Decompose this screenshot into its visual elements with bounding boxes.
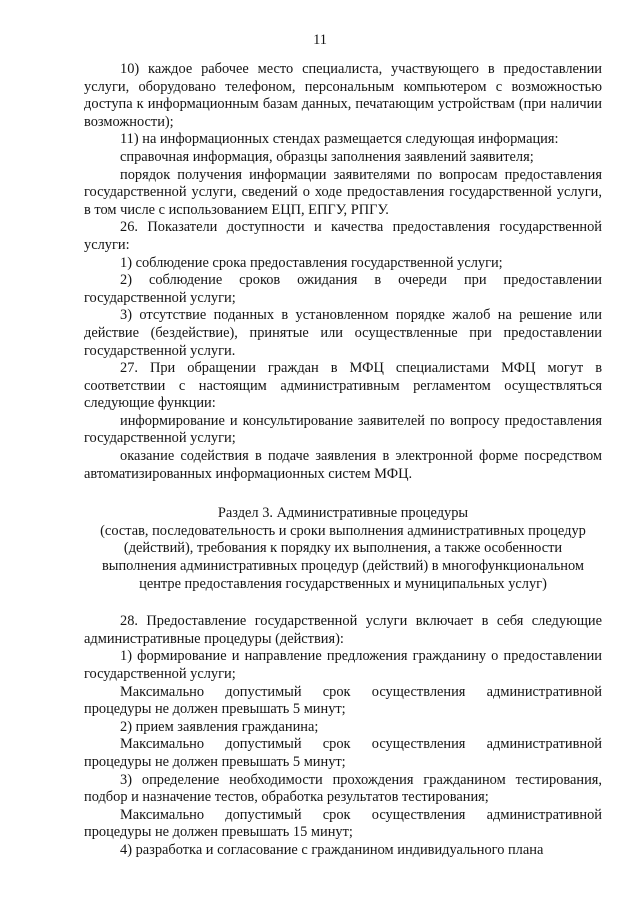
- paragraph: информирование и консультирование заявителей по вопросу предоставления государственной услуги;: [84, 412, 602, 447]
- section-subtitle-line: центре предоставления государственных и муниципальных услуг): [139, 575, 547, 592]
- section-subtitle-line: выполнения административных процедур (действий) в многофункциональном: [101, 558, 585, 575]
- paragraph: справочная информация, образцы заполнения заявлений заявителя;: [120, 148, 534, 165]
- paragraph: Максимально допустимый срок осуществления административной процедуры не должен превышать 5 минут;: [84, 736, 602, 770]
- section-heading: [84, 505, 602, 593]
- paragraph: 2) соблюдение сроков ожидания в очереди при предоставлении государственной услуги;: [84, 272, 602, 306]
- paragraph: 3) определение необходимости прохождения гражданином тестирования, подбор и назначение тестов, обработка результатов тестирования;: [84, 771, 602, 806]
- paragraph: Максимально допустимый срок осуществления административной процедуры не должен превышать 15 минут;: [84, 806, 602, 841]
- paragraph: 11) на информационных стендах размещается следующая информация:: [120, 131, 559, 148]
- paragraph: оказание содействия в подаче заявления в электронной форме посредством автоматизированных информационных систем МФЦ.: [84, 448, 602, 482]
- paragraph: 10) каждое рабочее место специалиста, участвующего в предоставлении услуги, оборудовано телефоном, персональным компьютером с возможностью доступа к информационным базам данных, печатающим устройствам (при наличии возможности);: [84, 61, 602, 130]
- paragraph: 3) отсутствие поданных в установленном порядке жалоб на решение или действие (бездействие), принятые или осуществленные при предоставлении государственной услуги.: [84, 307, 602, 359]
- paragraph: Максимально допустимый срок осуществления административной процедуры не должен превышать 5 минут;: [84, 683, 602, 718]
- section-title: Раздел 3. Административные процедуры: [217, 505, 469, 522]
- paragraph: 28. Предоставление государственной услуги включает в себя следующие административные процедуры (действия):: [84, 613, 602, 647]
- paragraph: 26. Показатели доступности и качества предоставления государственной услуги:: [84, 219, 602, 253]
- paragraph: 4) разработка и согласование с гражданином индивидуального плана: [120, 841, 544, 858]
- paragraph: 1) соблюдение срока предоставления государственной услуги;: [120, 254, 503, 271]
- section-subtitle-line: (состав, последовательность и сроки выполнения административных процедур: [100, 522, 586, 539]
- paragraph: 1) формирование и направление предложения гражданину о предоставлении государственной услуги;: [84, 648, 602, 682]
- paragraph: 2) прием заявления гражданина;: [120, 718, 319, 735]
- page-number: 11: [313, 32, 327, 48]
- document-body: [84, 61, 602, 860]
- paragraph: порядок получения информации заявителями по вопросам предоставления государственной услуги, сведений о ходе предоставления государственной услуги, в том числе с использованием ЕЦП, ЕПГУ, РПГУ.: [84, 166, 602, 218]
- paragraph: 27. При обращении граждан в МФЦ специалистами МФЦ могут в соответствии с настоящим административным регламентом осуществляться следующие функции:: [84, 360, 602, 412]
- section-subtitle-line: (действий), требования к порядку их выполнения, а также особенности: [123, 540, 563, 557]
